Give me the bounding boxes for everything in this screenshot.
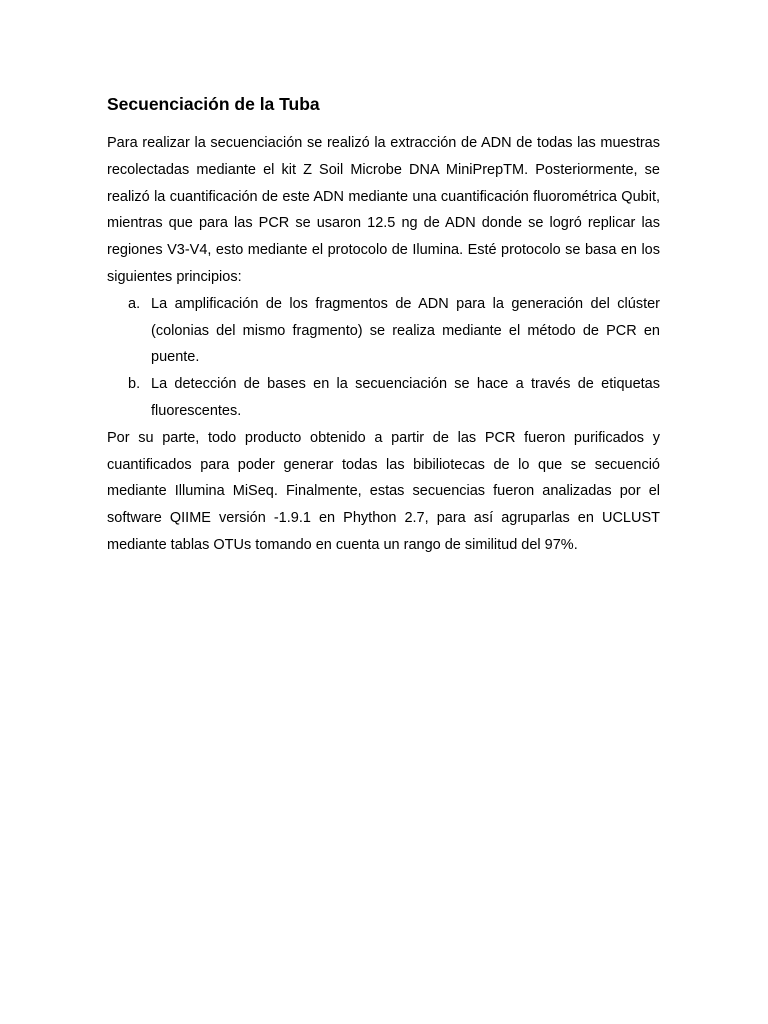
list-item xyxy=(107,371,660,425)
list-item-text: La amplificación de los fragmentos de ADN para la generación del clúster (colonias del mismo fragmento) se realiza mediante el método de PCR en puente. xyxy=(151,295,660,366)
section-heading: Secuenciación de la Tuba xyxy=(107,94,320,114)
list-item xyxy=(107,291,660,371)
principles-list xyxy=(107,291,660,425)
paragraph-conclusion: Por su parte, todo producto obtenido a partir de las PCR fueron purificados y cuantificados para poder generar todas las bibiliotecas de lo que se secuenció mediante Illumina MiSeq. Finalmente, estas secuencias fueron analizadas por el software QIIME versión -1.9.1 en Phython 2.7, para así agruparlas en UCLUST mediante tablas OTUs tomando en cuenta un rango de similitud del 97%. xyxy=(107,429,660,553)
list-marker: b. xyxy=(128,376,141,393)
paragraph-intro: Para realizar la secuenciación se realizó la extracción de ADN de todas las muestras recolectadas mediante el kit Z Soil Microbe DNA MiniPrepTM. Posteriormente, se realizó la cuantificación de este ADN mediante una cuantificación fluorométrica Qubit, mientras que para las PCR se usaron 12.5 ng de ADN donde se logró replicar las regiones V3-V4, esto mediante el protocolo de Ilumina. Esté protocolo se basa en los siguientes principios: xyxy=(107,135,660,285)
document-page xyxy=(107,92,660,559)
list-item-text: La detección de bases en la secuenciación se hace a través de etiquetas fluorescentes. xyxy=(151,376,660,419)
list-marker: a. xyxy=(128,295,141,312)
